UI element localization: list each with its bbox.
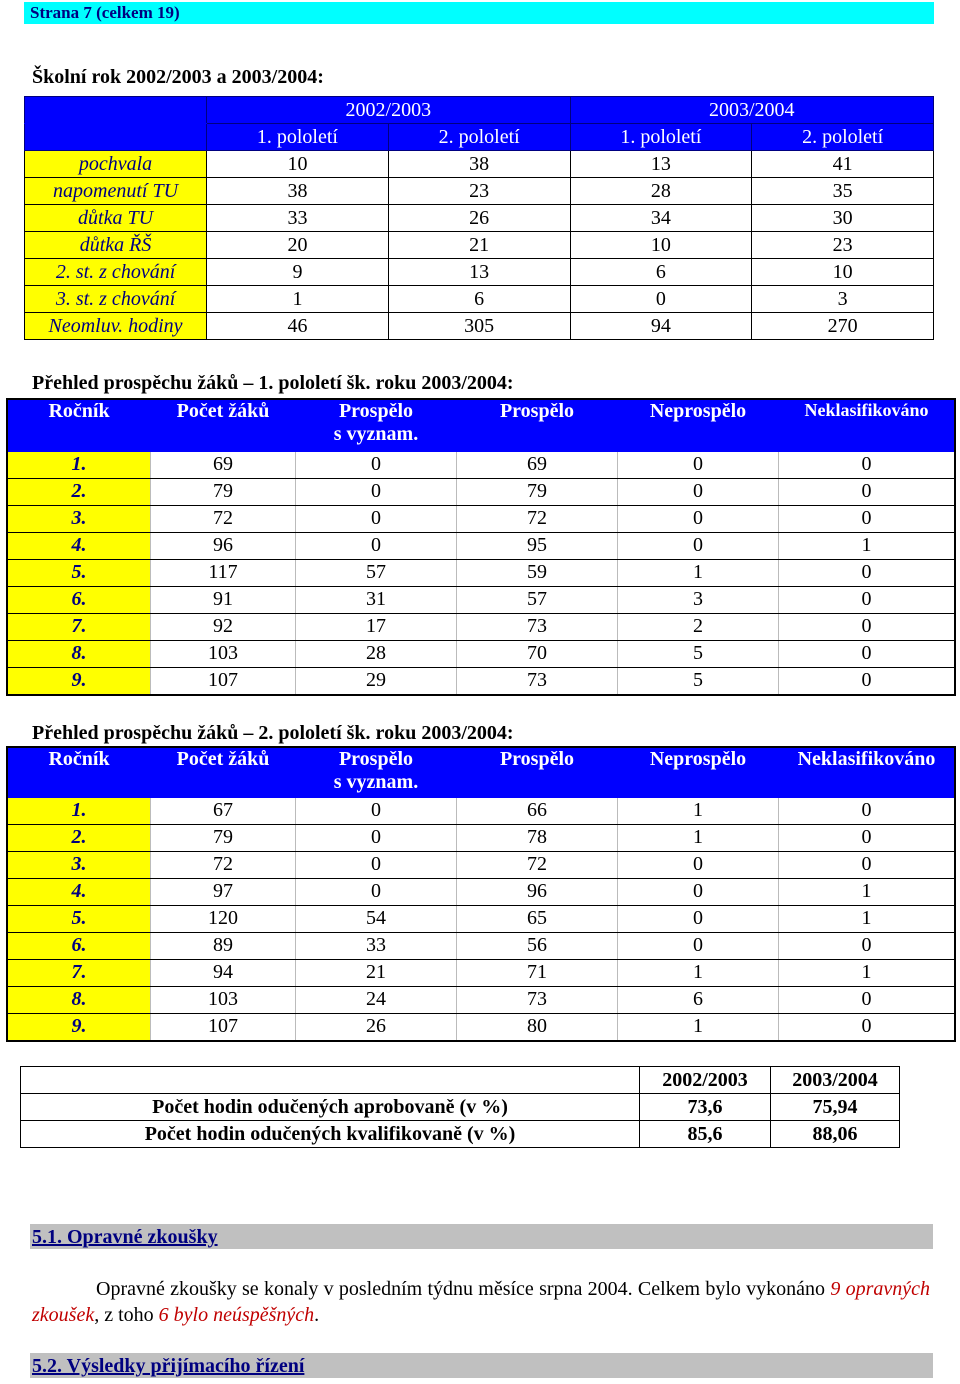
table-row	[7, 532, 955, 559]
discipline-row	[25, 232, 934, 259]
text: .	[314, 1304, 320, 1326]
discipline-row	[25, 286, 934, 313]
table-row	[7, 1013, 955, 1041]
table-row	[7, 959, 955, 986]
cell-value: 0	[779, 851, 956, 878]
section-51-text	[32, 1276, 930, 1328]
cell-value: 33	[207, 205, 389, 232]
text: , z toho	[94, 1304, 159, 1326]
table-row	[7, 905, 955, 932]
cell-value: 0	[779, 505, 956, 532]
half-header: 2. pololetí	[752, 124, 934, 151]
cell-value: 72	[151, 505, 296, 532]
cell-value: 73	[457, 667, 618, 695]
cell-value: 0	[779, 824, 956, 851]
cell-value: 1	[779, 905, 956, 932]
cell-value: 0	[296, 824, 457, 851]
cell-value: 69	[151, 451, 296, 478]
row-label: důtka TU	[25, 205, 207, 232]
cell-value: 79	[151, 824, 296, 851]
table-row	[7, 667, 955, 695]
cell-value: 56	[457, 932, 618, 959]
col-header-line2: s vyznam.	[333, 771, 419, 793]
cell-value: 72	[151, 851, 296, 878]
table-row	[7, 613, 955, 640]
col-header: Neklasifikováno	[779, 747, 956, 797]
cell-value: 69	[457, 451, 618, 478]
cell-value: 95	[457, 532, 618, 559]
school-year-heading: Školní rok 2002/2003 a 2003/2004:	[32, 66, 324, 88]
row-label: 2. st. z chování	[25, 259, 207, 286]
section-51-heading: 5.1. Opravné zkoušky	[32, 1226, 218, 1248]
cell-value: 89	[151, 932, 296, 959]
table-row	[7, 932, 955, 959]
cell-value: 10	[207, 151, 389, 178]
cell-value: 13	[388, 259, 570, 286]
cell-value: 0	[618, 451, 779, 478]
cell-value: 1	[618, 959, 779, 986]
cell-value: 117	[151, 559, 296, 586]
cell-value: 10	[570, 232, 752, 259]
cell-value: 10	[752, 259, 934, 286]
qualification-row	[21, 1094, 900, 1121]
cell-value: 5	[618, 667, 779, 695]
cell-value: 96	[457, 878, 618, 905]
cell-value: 88,06	[771, 1121, 900, 1148]
cell-value: 29	[296, 667, 457, 695]
grade-label: 2.	[7, 824, 151, 851]
cell-value: 0	[618, 532, 779, 559]
cell-value: 9	[207, 259, 389, 286]
cell-value: 17	[296, 613, 457, 640]
half-header: 2. pololetí	[388, 124, 570, 151]
col-header: Prospělo	[457, 747, 618, 797]
cell-value: 6	[388, 286, 570, 313]
year-header: 2003/2004	[771, 1067, 900, 1094]
cell-value: 57	[457, 586, 618, 613]
cell-value: 26	[296, 1013, 457, 1041]
cell-value: 103	[151, 986, 296, 1013]
cell-value: 38	[388, 151, 570, 178]
grade-label: 7.	[7, 613, 151, 640]
cell-value: 73	[457, 613, 618, 640]
cell-value: 0	[296, 532, 457, 559]
grade-label: 3.	[7, 505, 151, 532]
grades1-title: Přehled prospěchu žáků – 1. pololetí šk. roku 2003/2004:	[32, 372, 514, 394]
cell-value: 305	[388, 313, 570, 340]
grade-label: 8.	[7, 640, 151, 667]
discipline-row	[25, 205, 934, 232]
cell-value: 94	[570, 313, 752, 340]
emphasis-failed-count: 9 opravných zkoušek	[32, 1278, 930, 1326]
cell-value: 31	[296, 586, 457, 613]
cell-value: 97	[151, 878, 296, 905]
col-header-line1: Prospělo	[338, 400, 414, 422]
discipline-table	[24, 96, 934, 340]
cell-value: 80	[457, 1013, 618, 1041]
grade-label: 5.	[7, 905, 151, 932]
grade-label: 2.	[7, 478, 151, 505]
cell-value: 21	[296, 959, 457, 986]
cell-value: 78	[457, 824, 618, 851]
table-row	[7, 851, 955, 878]
cell-value: 103	[151, 640, 296, 667]
grade-label: 7.	[7, 959, 151, 986]
cell-value: 3	[752, 286, 934, 313]
cell-value: 120	[151, 905, 296, 932]
discipline-row	[25, 259, 934, 286]
cell-value: 0	[618, 932, 779, 959]
year-header: 2003/2004	[570, 97, 933, 124]
grade-label: 3.	[7, 851, 151, 878]
cell-value: 41	[752, 151, 934, 178]
cell-value: 6	[618, 986, 779, 1013]
cell-value: 0	[779, 478, 956, 505]
cell-value: 0	[570, 286, 752, 313]
row-label: 3. st. z chování	[25, 286, 207, 313]
cell-value: 0	[618, 505, 779, 532]
cell-value: 1	[779, 532, 956, 559]
cell-value: 75,94	[771, 1094, 900, 1121]
cell-value: 1	[618, 1013, 779, 1041]
cell-value: 1	[618, 559, 779, 586]
cell-value: 20	[207, 232, 389, 259]
cell-value: 30	[752, 205, 934, 232]
cell-value: 54	[296, 905, 457, 932]
col-header: Neprospělo	[618, 399, 779, 451]
grade-label: 9.	[7, 667, 151, 695]
cell-value: 0	[779, 667, 956, 695]
cell-value: 21	[388, 232, 570, 259]
table-row	[7, 451, 955, 478]
cell-value: 66	[457, 797, 618, 824]
qualification-table	[20, 1066, 900, 1148]
discipline-row	[25, 313, 934, 340]
cell-value: 73,6	[640, 1094, 771, 1121]
cell-value: 0	[779, 640, 956, 667]
grade-label: 4.	[7, 878, 151, 905]
text: Opravné zkoušky se konaly v posledním týdnu měsíce srpna 2004. Celkem bylo vykonáno	[96, 1278, 831, 1300]
cell-value: 0	[779, 932, 956, 959]
grade-label: 4.	[7, 532, 151, 559]
cell-value: 1	[779, 959, 956, 986]
col-header: Neklasifikováno	[779, 399, 956, 451]
cell-value: 24	[296, 986, 457, 1013]
grade-label: 9.	[7, 1013, 151, 1041]
cell-value: 0	[779, 986, 956, 1013]
cell-value: 35	[752, 178, 934, 205]
row-label: pochvala	[25, 151, 207, 178]
cell-value: 85,6	[640, 1121, 771, 1148]
cell-value: 73	[457, 986, 618, 1013]
cell-value: 65	[457, 905, 618, 932]
cell-value: 59	[457, 559, 618, 586]
table-row	[7, 824, 955, 851]
cell-value: 0	[779, 1013, 956, 1041]
table-row	[7, 478, 955, 505]
cell-value: 23	[388, 178, 570, 205]
cell-value: 23	[752, 232, 934, 259]
table-row	[7, 797, 955, 824]
cell-value: 0	[296, 797, 457, 824]
grades2-title: Přehled prospěchu žáků – 2. pololetí šk. roku 2003/2004:	[32, 722, 514, 744]
cell-value: 92	[151, 613, 296, 640]
grade-label: 1.	[7, 451, 151, 478]
cell-value: 94	[151, 959, 296, 986]
col-header: Ročník	[7, 747, 151, 797]
cell-value: 0	[779, 797, 956, 824]
cell-value: 13	[570, 151, 752, 178]
table-row	[7, 878, 955, 905]
cell-value: 0	[618, 851, 779, 878]
table-row	[7, 559, 955, 586]
cell-value: 71	[457, 959, 618, 986]
col-header-line2: s vyznam.	[333, 423, 419, 445]
grade-label: 6.	[7, 932, 151, 959]
cell-value: 79	[151, 478, 296, 505]
cell-value: 1	[779, 878, 956, 905]
year-header: 2002/2003	[640, 1067, 771, 1094]
grades1-table	[6, 398, 956, 696]
cell-value: 6	[570, 259, 752, 286]
cell-value: 46	[207, 313, 389, 340]
cell-value: 79	[457, 478, 618, 505]
cell-value: 0	[296, 478, 457, 505]
cell-value: 0	[779, 451, 956, 478]
cell-value: 107	[151, 667, 296, 695]
cell-value: 26	[388, 205, 570, 232]
row-label: napomenutí TU	[25, 178, 207, 205]
grades2-table	[6, 746, 956, 1042]
grade-label: 8.	[7, 986, 151, 1013]
cell-value: 2	[618, 613, 779, 640]
grade-label: 5.	[7, 559, 151, 586]
col-header: Neprospělo	[618, 747, 779, 797]
emphasis-unsuccessful: 6 bylo neúspěšných	[158, 1304, 315, 1326]
cell-value: 72	[457, 851, 618, 878]
row-label: Neomluv. hodiny	[25, 313, 207, 340]
row-label: Počet hodin odučených kvalifikovaně (v %)	[21, 1121, 640, 1148]
half-header: 1. pololetí	[570, 124, 752, 151]
cell-value: 28	[570, 178, 752, 205]
cell-value: 57	[296, 559, 457, 586]
cell-value: 0	[779, 586, 956, 613]
table-row	[7, 586, 955, 613]
cell-value: 0	[296, 451, 457, 478]
empty-header	[21, 1067, 640, 1094]
cell-value: 0	[618, 905, 779, 932]
col-header: Ročník	[7, 399, 151, 451]
cell-value: 1	[207, 286, 389, 313]
grade-label: 6.	[7, 586, 151, 613]
grade-label: 1.	[7, 797, 151, 824]
empty-header	[25, 97, 207, 124]
cell-value: 0	[779, 559, 956, 586]
cell-value: 1	[618, 824, 779, 851]
year-header: 2002/2003	[207, 97, 570, 124]
cell-value: 1	[618, 797, 779, 824]
cell-value: 67	[151, 797, 296, 824]
cell-value: 0	[618, 478, 779, 505]
cell-value: 34	[570, 205, 752, 232]
cell-value: 0	[296, 851, 457, 878]
empty-header	[25, 124, 207, 151]
cell-value: 107	[151, 1013, 296, 1041]
cell-value: 38	[207, 178, 389, 205]
cell-value: 270	[752, 313, 934, 340]
table-row	[7, 640, 955, 667]
page-header: Strana 7 (celkem 19)	[24, 2, 934, 24]
cell-value: 72	[457, 505, 618, 532]
discipline-row	[25, 151, 934, 178]
cell-value: 0	[296, 505, 457, 532]
cell-value: 0	[296, 878, 457, 905]
section-52-heading: 5.2. Výsledky přijímacího řízení	[32, 1355, 305, 1377]
row-label: důtka ŘŠ	[25, 232, 207, 259]
cell-value: 0	[618, 878, 779, 905]
cell-value: 33	[296, 932, 457, 959]
table-row	[7, 986, 955, 1013]
col-header: Prospělo	[457, 399, 618, 451]
row-label: Počet hodin odučených aprobovaně (v %)	[21, 1094, 640, 1121]
cell-value: 96	[151, 532, 296, 559]
col-header	[296, 399, 457, 451]
qualification-row	[21, 1121, 900, 1148]
discipline-row	[25, 178, 934, 205]
cell-value: 5	[618, 640, 779, 667]
cell-value: 28	[296, 640, 457, 667]
table-row	[7, 505, 955, 532]
col-header: Počet žáků	[151, 399, 296, 451]
cell-value: 91	[151, 586, 296, 613]
cell-value: 70	[457, 640, 618, 667]
col-header-line1: Prospělo	[338, 748, 414, 770]
half-header: 1. pololetí	[207, 124, 389, 151]
cell-value: 0	[779, 613, 956, 640]
cell-value: 3	[618, 586, 779, 613]
col-header	[296, 747, 457, 797]
col-header: Počet žáků	[151, 747, 296, 797]
